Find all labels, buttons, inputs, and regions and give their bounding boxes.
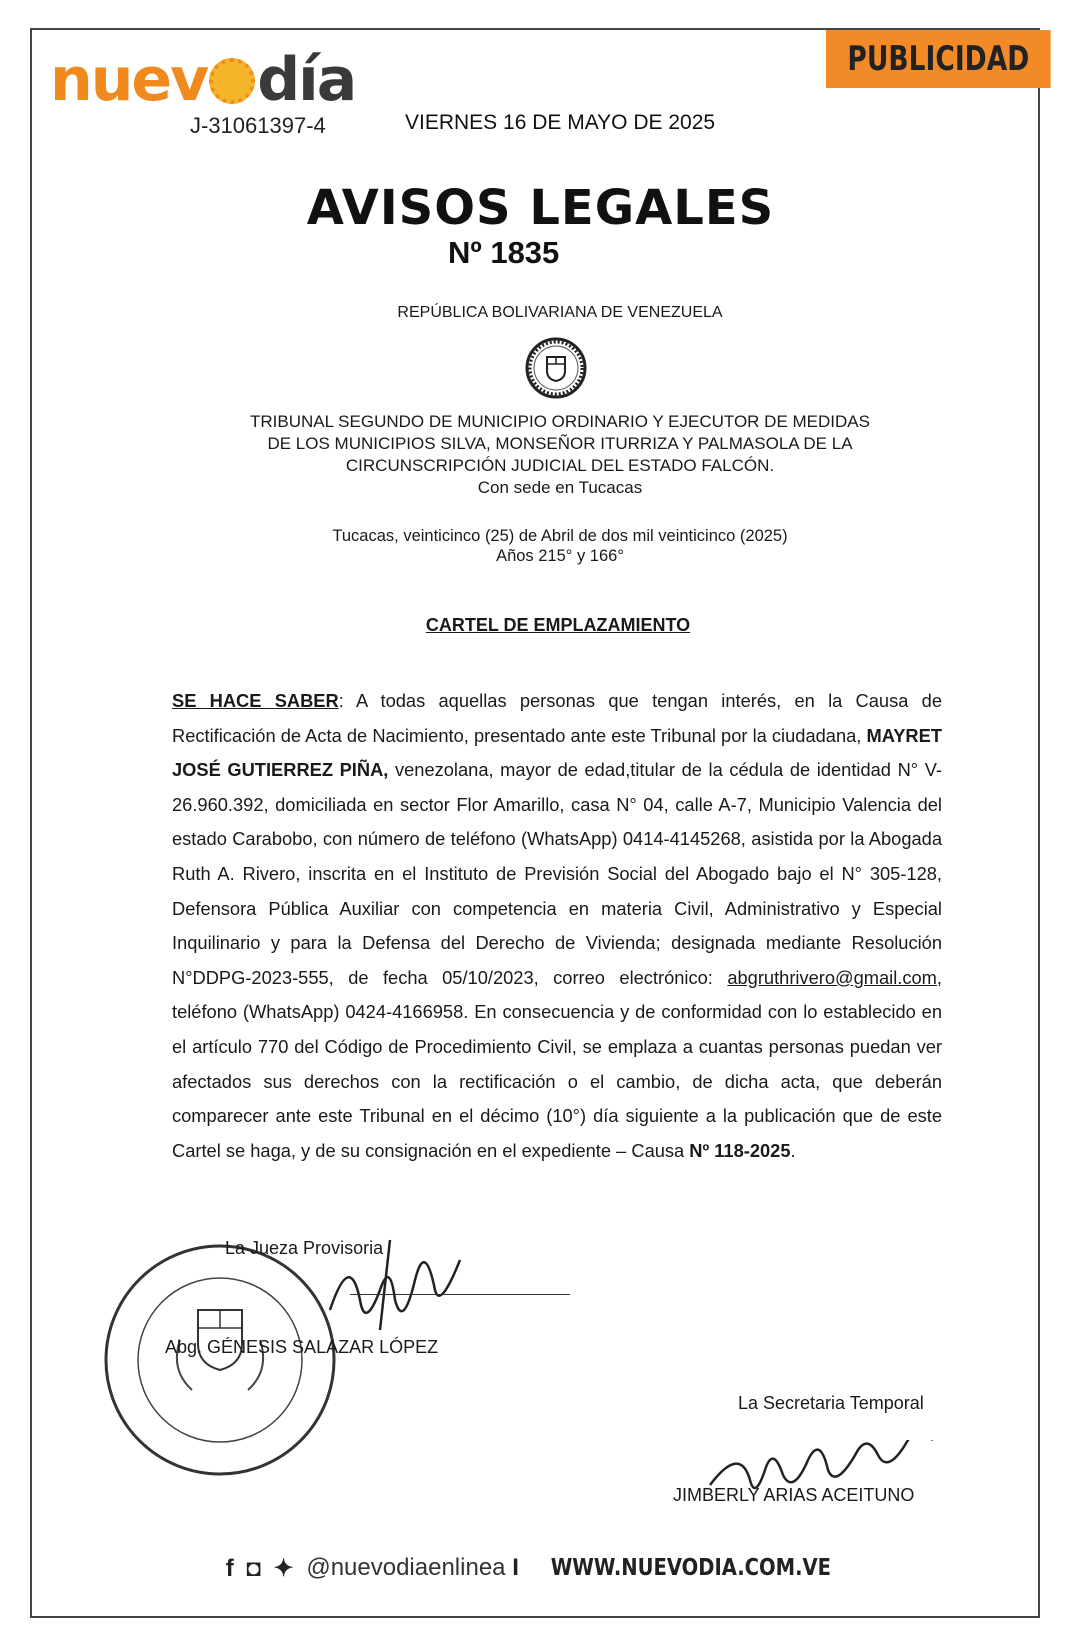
judge-title: La Jueza Provisoria bbox=[225, 1238, 384, 1258]
notice-end: . bbox=[790, 1139, 796, 1161]
republic-heading: REPÚBLICA BOLIVARIANA DE VENEZUELA bbox=[397, 304, 723, 321]
court-heading bbox=[170, 411, 950, 499]
logo-text-right: día bbox=[257, 45, 356, 115]
email-link[interactable]: abgruthrivero@gmail.com bbox=[727, 966, 937, 988]
website-link[interactable]: WWW.NUEVODIA.COM.VE bbox=[550, 1555, 831, 1581]
place-date-line-1: Tucacas, veinticinco (25) de Abril de dos mil veinticinco (2025) bbox=[332, 527, 788, 545]
sun-icon bbox=[209, 58, 255, 104]
twitter-icon[interactable]: ✦ bbox=[273, 1555, 294, 1583]
facebook-icon[interactable]: f bbox=[225, 1554, 234, 1582]
place-date-line-2: Años 215° y 166° bbox=[496, 547, 624, 565]
page-footer bbox=[0, 1554, 1081, 1583]
instagram-icon[interactable]: ◘ bbox=[246, 1554, 261, 1582]
plaintiff-name: MAYRET JOSÉ GUTIERREZ PIÑA, bbox=[172, 724, 942, 781]
notice-text-2: venezolana, mayor de edad,titular de la cédula de identidad N° V- 26.960.392, domiciliada en sector Flor Amarillo, casa N° 04, calle A-7, Municipio Valencia del estado Carabobo, con número de teléfono (WhatsApp) 0414-4145268, asistida por la Abogada Ruth A. Rivero, inscrita en el Instituto de Previsión Social del Abogado bajo el N° 305-128, Defensora Pública Auxiliar con competencia en materia Civil, Administrativo y Especial Inquilinario y para la Defensa del Derecho de Vivienda; designada mediante Resolución N°DDPG-2023-555, de fecha 05/10/2023, correo electrónico: bbox=[172, 759, 942, 988]
footer-separator: I bbox=[512, 1554, 519, 1581]
issue-number: Nº 1835 bbox=[448, 235, 560, 270]
notice-text-3: , teléfono (WhatsApp) 0424-4166958. En consecuencia y de conformidad con lo establecido en el artículo 770 del Código de Procedimiento Civil, se emplaza a cuantas personas puedan ver afectados sus derechos con la rectificación o el cambio, de dicha acta, que deberán comparecer ante este Tribunal en el décimo (10°) día siguiente a la publicación que de este Cartel se haga, y de su consignación en el expediente – Causa bbox=[172, 966, 942, 1161]
section-tag: PUBLICIDAD bbox=[826, 30, 1051, 88]
issue-date: VIERNES 16 DE MAYO DE 2025 bbox=[405, 111, 716, 134]
signature-line bbox=[350, 1294, 570, 1295]
newspaper-logo bbox=[50, 45, 356, 115]
notice-body bbox=[172, 684, 942, 1168]
place-date bbox=[190, 526, 930, 566]
court-stamp bbox=[100, 1240, 340, 1480]
judge-signature bbox=[320, 1230, 490, 1350]
case-number: Nº 118-2025 bbox=[689, 1139, 791, 1161]
page-title: AVISOS LEGALES bbox=[306, 180, 775, 236]
secretary-name: JIMBERLY ARIAS ACEITUNO bbox=[673, 1485, 915, 1505]
court-line-2: DE LOS MUNICIPIOS SILVA, MONSEÑOR ITURRIZA Y PALMASOLA DE LA bbox=[267, 434, 853, 453]
coat-of-arms-icon bbox=[525, 337, 587, 399]
notice-lead: SE HACE SABER bbox=[172, 690, 339, 711]
notice-text-1: : A todas aquellas personas que tengan interés, en la Causa de Rectificación de Acta de Nacimiento, presentado ante este Tribunal por la ciudadana, bbox=[172, 690, 942, 746]
judge-name: Abg. GÉNESIS SALAZAR LÓPEZ bbox=[165, 1337, 439, 1357]
notice-title: CARTEL DE EMPLAZAMIENTO bbox=[425, 615, 691, 635]
logo-text-left: nuev bbox=[50, 45, 208, 115]
rif-number: J-31061397-4 bbox=[190, 113, 326, 138]
court-seat: Con sede en Tucacas bbox=[477, 478, 643, 497]
social-handle[interactable]: @nuevodiaenlinea bbox=[306, 1554, 506, 1581]
court-line-1: TRIBUNAL SEGUNDO DE MUNICIPIO ORDINARIO Y EJECUTOR DE MEDIDAS bbox=[250, 412, 870, 431]
court-line-3: CIRCUNSCRIPCIÓN JUDICIAL DEL ESTADO FALCÓN. bbox=[345, 456, 775, 475]
secretary-title: La Secretaria Temporal bbox=[738, 1393, 924, 1413]
